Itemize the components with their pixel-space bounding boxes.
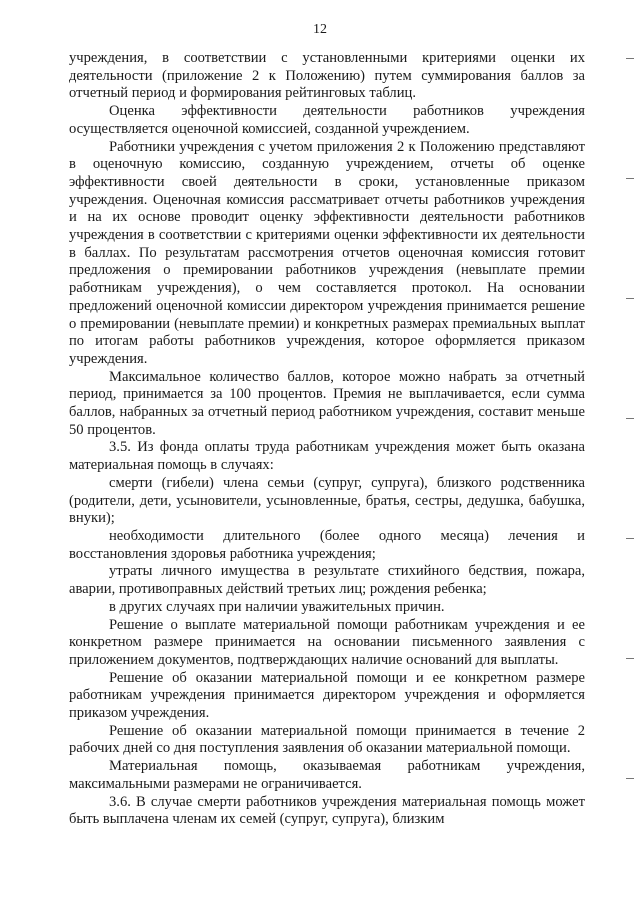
scan-mark — [626, 418, 634, 419]
paragraph: 3.6. В случае смерти работников учреждения материальная помощь может быть выплачена членам их семей (супруг, супруга), близким — [69, 793, 585, 828]
scan-mark — [626, 298, 634, 299]
paragraph: Решение об оказании материальной помощи и ее конкретном размере работникам учреждения принимается директором учреждения и оформляется приказом учреждения. — [69, 669, 585, 722]
paragraph: 3.5. Из фонда оплаты труда работникам учреждения может быть оказана материальная помощь в случаях: — [69, 439, 585, 474]
paragraph: смерти (гибели) члена семьи (супруг, супруга), близкого родственника (родители, дети, усыновители, усыновленные, братья, сестры, дедушка, бабушка, внуки); — [69, 474, 585, 527]
page-number: 12 — [313, 22, 327, 37]
scan-mark — [626, 778, 634, 779]
paragraph: Решение об оказании материальной помощи принимается в течение 2 рабочих дней со дня поступления заявления об оказании материальной помощи. — [69, 722, 585, 757]
paragraph: Материальная помощь, оказываемая работникам учреждения, максимальными размерами не ограничивается. — [69, 758, 585, 792]
paragraph: в других случаях при наличии уважительных причин. — [109, 598, 445, 615]
scan-mark — [626, 58, 634, 59]
paragraph: необходимости длительного (более одного месяца) лечения и восстановления здоровья работника учреждения; — [69, 527, 585, 562]
scan-mark — [626, 658, 634, 659]
document-body — [69, 50, 585, 829]
scan-mark — [626, 538, 634, 539]
paragraph: Решение о выплате материальной помощи работникам учреждения и ее конкретном размере принимается на основании письменного заявления с приложением документов, подтверждающих наличие оснований для выплаты. — [69, 616, 585, 668]
paragraph: учреждения, в соответствии с установленными критериями оценки их деятельности (приложение 2 к Положению) путем суммирования баллов за отчетный период и формирования рейтинговых таблиц. — [69, 50, 585, 102]
paragraph: Работники учреждения с учетом приложения 2 к Положению представляют в оценочную комиссию, созданную учреждением, отчеты об оценке эффективности своей деятельности в сроки, установленные приказом учреждения. Оценочная комиссия рассматривает отчеты работников учреждения и на их основе проводит оценку эффективности деятельности работников учреждения в соответствии с критериями оценки эффективности их деятельности в баллах. По результатам рассмотрения отчетов оценочная комиссия готовит предложения о премировании работников учреждения (невыплате премии работникам учреждения), о чем составляется протокол. На основании предложений оценочной комиссии директором учреждения принимается решение о премировании (невыплате премии) и конкретных размерах премиальных выплат по итогам работы работников учреждения, которое оформляется приказом учреждения. — [69, 138, 585, 367]
paragraph: Оценка эффективности деятельности работников учреждения осуществляется оценочной комиссией, созданной учреждением. — [69, 103, 585, 137]
paragraph: Максимальное количество баллов, которое можно набрать за отчетный период, принимается за 100 процентов. Премия не выплачивается, если сумма баллов, набранных за отчетный период работником учреждения, составит меньше 50 процентов. — [69, 368, 585, 438]
scan-mark — [626, 178, 634, 179]
paragraph: утраты личного имущества в результате стихийного бедствия, пожара, аварии, противоправных действий третьих лиц; рождения ребенка; — [69, 563, 585, 598]
